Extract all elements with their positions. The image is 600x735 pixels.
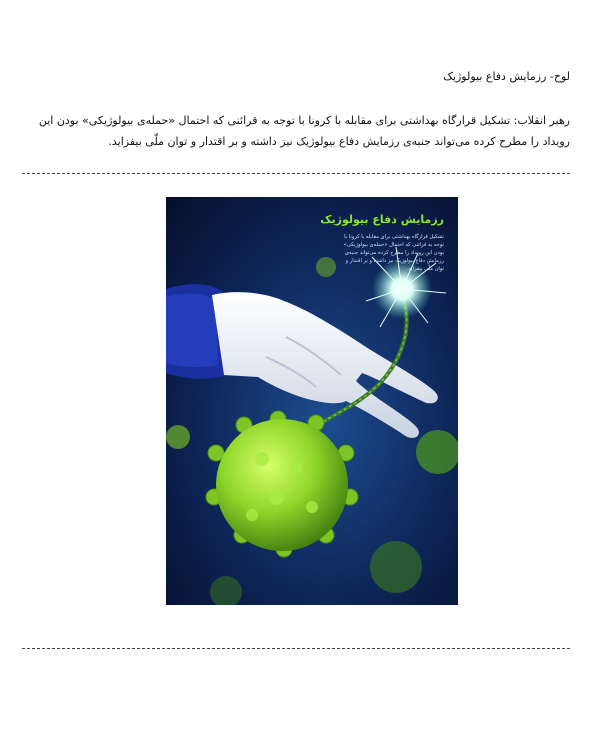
poster-body: تشکیل قرارگاه بهداشتی برای مقابله با کرونا با توجه به قرائنی که احتمال «حمله‌ی بیولوژیکی» بودن این رویداد را مطرح کرده می‌تواند جنبه‌ی رزمایش دفاع بیولوژیک نیز داشته و بر اقتدار و توان ملّی بیفزاید. bbox=[343, 234, 444, 272]
divider-top bbox=[22, 173, 570, 174]
poster-title: رزمایش دفاع بیولوژیک bbox=[320, 213, 444, 226]
document-title: لوح- رزمایش دفاع بیولوژیک bbox=[443, 70, 570, 83]
poster-image bbox=[166, 197, 458, 605]
document-paragraph: رهبر انقلاب: تشکیل قرارگاه بهداشتی برای مقابله با کرونا با توجه به قرائنی که احتمال «حمله‌ی بیولوژیکی» بودن این رویداد را مطرح کرده می‌تواند جنبه‌ی رزمایش دفاع بیولوژیک نیز داشته و بر اقتدار و توان ملّی بیفزاید. bbox=[38, 114, 570, 148]
divider-bottom bbox=[22, 648, 570, 649]
